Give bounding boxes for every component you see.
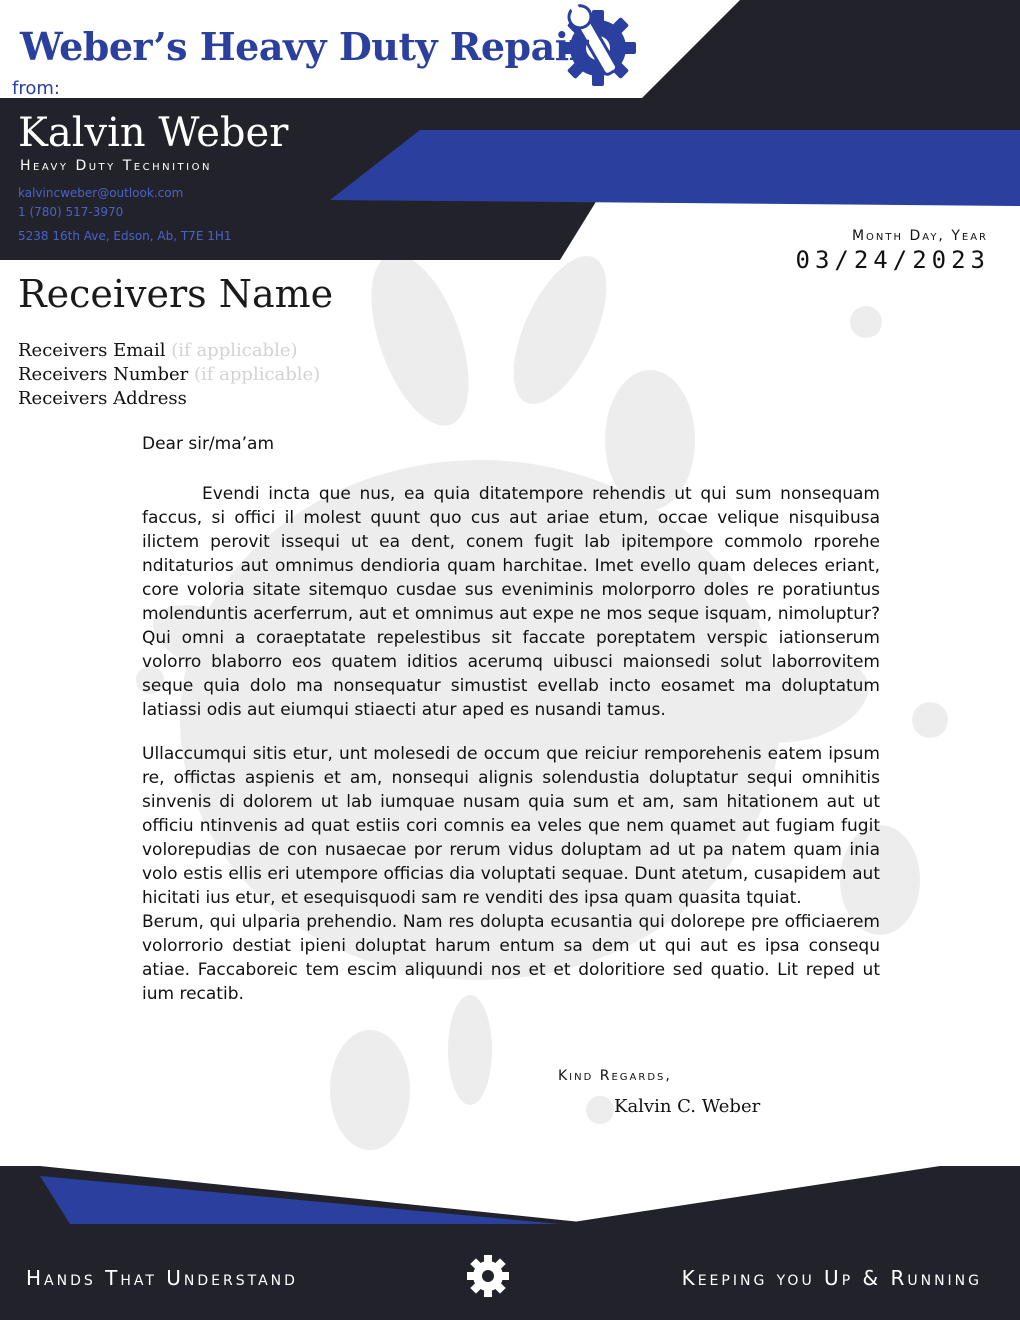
footer-tagline-right: Keeping you Up & Running	[681, 1266, 982, 1290]
date-value: 03/24/2023	[795, 246, 990, 274]
paragraph-2: Ullaccumqui sitis etur, unt molesedi de occum que reiciur remporehenis eatem ipsum re, offictas aspienis et am, nonsequi alignis solendustia doluptatur sequi omnihitis sinvenis di dolorem ut lab iumquae nusam quia sum et am, sam hitationem aut ut officiu ntinvenis ad quat estiis cori comnis ea veles que nem quamet aut fugiam fugit volorepudias de con nusaecae por rerum vidus doluptam ad ut pa natem quam inia volo estis ellis eri utempore officias dia voluptati sequae. Dunt atetum, cusapidem aut hicitati ius etur, et esequisquodi sam re venditi des ipsa quam quasita tquiat.	[142, 744, 880, 908]
signature: Kalvin C. Weber	[614, 1096, 761, 1117]
sender-address: 5238 16th Ave, Edson, Ab, T7E 1H1	[18, 229, 232, 243]
receiver-email-line	[18, 340, 298, 361]
gear-icon	[467, 1255, 509, 1297]
greeting: Dear sir/ma’am	[142, 434, 275, 454]
sender-title: Heavy Duty Technition	[20, 158, 212, 174]
date-label: Month Day, Year	[851, 228, 988, 244]
receiver-address: Receivers Address	[18, 388, 187, 409]
receiver-number-line	[18, 364, 320, 385]
sender-name: Kalvin Weber	[18, 110, 289, 156]
letter-body	[142, 482, 880, 722]
receiver-email-note: (if applicable)	[171, 340, 298, 361]
header-blue-stripe	[330, 130, 1020, 206]
receiver-name: Receivers Name	[18, 272, 334, 316]
receiver-number-note: (if applicable)	[194, 364, 321, 385]
receiver-email-label: Receivers Email	[18, 340, 166, 361]
footer-tagline-left: Hands That Understand	[26, 1266, 298, 1290]
company-name: Weber’s Heavy Duty Repair	[20, 24, 589, 69]
paragraph-3: Berum, qui ulparia prehendio. Nam res dolupta ecusantia qui dolorepe pre officiaerem volorrorio destiat ipieni doluptat harum entum sa dem ut qui aut es ipsa consequ atiae. Faccaboreic tem escim aliquundi nos et et doloritiore sed quatio. Lit reped ut ium recatib.	[142, 912, 880, 1004]
from-label: from:	[12, 78, 60, 99]
sender-phone[interactable]: 1 (780) 517-3970	[18, 205, 124, 219]
sender-email[interactable]: kalvincweber@outlook.com	[18, 186, 184, 200]
receiver-number-label: Receivers Number	[18, 364, 189, 385]
closing: Kind Regards,	[558, 1068, 672, 1084]
paragraph-1: Evendi incta que nus, ea quia ditatempore rehendis ut qui sum nonsequam faccus, si offici il molest quunt quo cus aut ariae etum, occae velique nisquibusa ilictem perovit issequi ut ea dent, conem fugit lab ipitempore commolo rporehe nditaturios aut omnimus dendioria quam harchitae. Imet evello quam deleces eriant, core voloria sitate sitemquo cusdae sus eveniminis molorporro doles re poratiuntus molenduntis acerferrum, aut et omnimus aut expe ne mos seque isquam, nimoluptur? Qui omni a coraeptatate repelestibus sit faccate poreptatem verspic iationserum volorro blaborro eos quatem iditios acerumq uibusci maionsedi solut laborrovitem seque quia dolo ma nonsequatur simustist evellab incto eosamet ma doluptatum latiassi odis aut eiumqui stiaecti atur aped es nusandi tamus.	[142, 484, 880, 720]
letter-body-2	[142, 742, 880, 1006]
footer-dark-right	[560, 1166, 1020, 1226]
